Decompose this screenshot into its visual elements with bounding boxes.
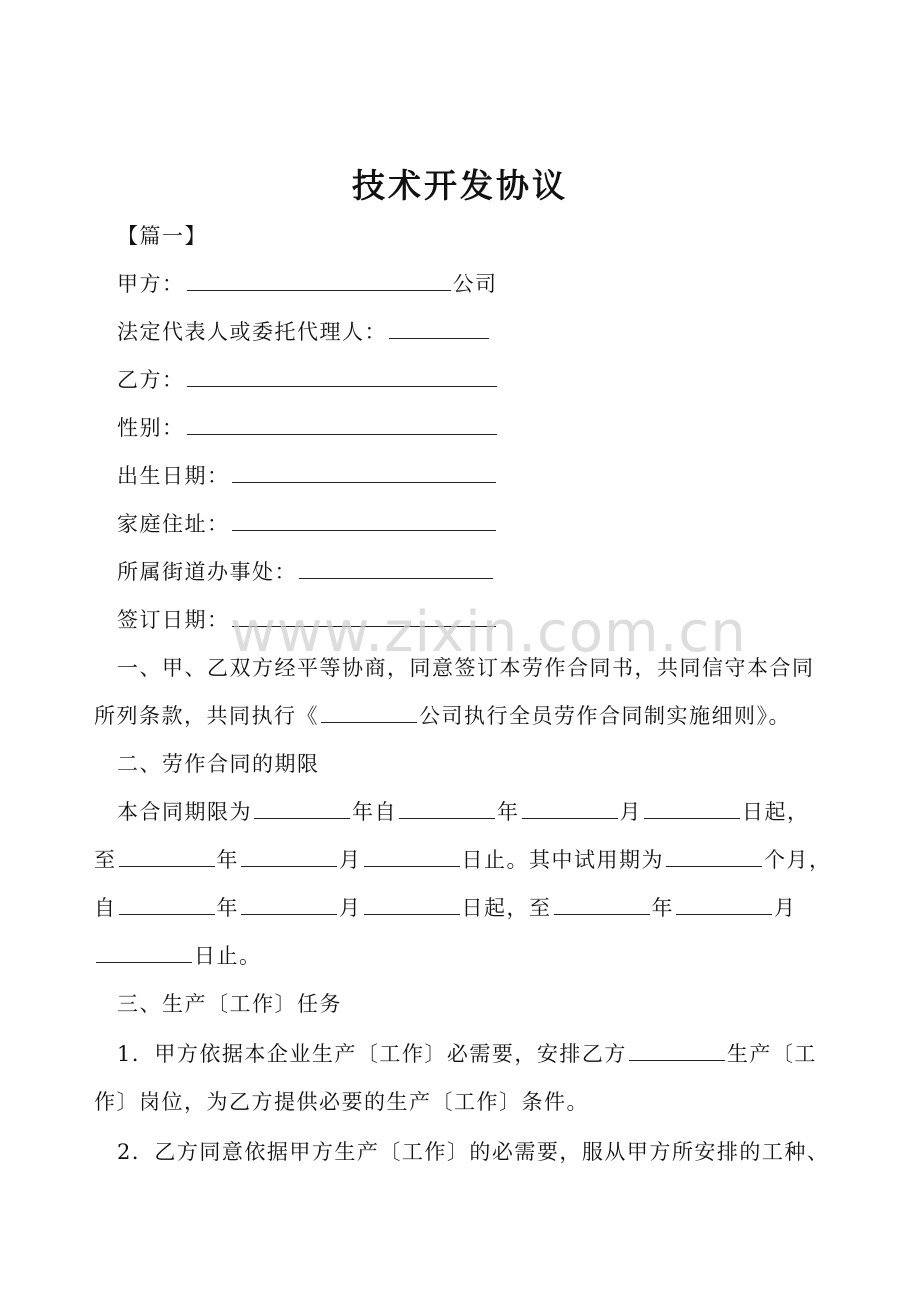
clause1-line2	[94, 700, 791, 732]
probation-start-month-blank	[241, 892, 337, 915]
company-blank	[321, 700, 417, 723]
birth-date-field	[117, 460, 498, 492]
end-day-unit: 日止。	[461, 848, 529, 872]
probation-end-year-unit: 年	[651, 896, 674, 920]
job-position-blank	[629, 1038, 725, 1061]
clause2-term-line1	[117, 796, 810, 828]
birth-date-label: 出生日期：	[117, 464, 230, 488]
term-years-unit: 年	[352, 800, 375, 824]
probation-end-year-blank	[554, 892, 650, 915]
home-address-blank	[232, 508, 496, 531]
clause3-item1-line2: 作〕岗位，为乙方提供必要的生产〔工作〕条件。	[94, 1090, 589, 1114]
probation-end-day-unit: 日止。	[194, 944, 262, 968]
probation-end-day-blank	[96, 940, 192, 963]
start-year-blank	[399, 796, 495, 819]
probation-start-year-unit: 年	[216, 896, 239, 920]
gender-blank	[187, 412, 497, 435]
probation-end-month-unit: 月	[774, 896, 797, 920]
party-a-blank	[187, 268, 451, 291]
sign-date-label: 签订日期：	[117, 608, 230, 632]
gender-label: 性别：	[117, 416, 185, 440]
party-b-field	[117, 364, 499, 396]
probation-label: 其中试用期为	[529, 848, 664, 872]
start-month-blank	[522, 796, 618, 819]
home-address-label: 家庭住址：	[117, 512, 230, 536]
watermark: www.zixin.com.cn	[230, 600, 747, 665]
probation-start-day-blank	[364, 892, 460, 915]
probation-months-blank	[666, 844, 762, 867]
clause3-heading: 三、生产〔工作〕任务	[117, 992, 342, 1016]
party-a-suffix: 公司	[452, 272, 498, 296]
legal-rep-field	[117, 316, 491, 348]
start-month-unit: 月	[619, 800, 642, 824]
clause2-heading: 二、劳作合同的期限	[117, 752, 320, 776]
gender-field	[117, 412, 499, 444]
subdistrict-label: 所属街道办事处：	[117, 560, 297, 584]
start-year-unit: 年	[497, 800, 520, 824]
probation-start-year-blank	[119, 892, 215, 915]
term-years-blank	[254, 796, 350, 819]
subdistrict-field	[117, 556, 495, 588]
legal-rep-blank	[389, 316, 489, 339]
term-label: 本合同期限为	[117, 800, 252, 824]
clause1-line2-prefix: 所列条款，共同执行《	[94, 704, 319, 728]
item1-text-b: 生产〔工	[726, 1042, 817, 1066]
item1-text-a: 1．甲方依据本企业生产〔工作〕必需要，安排乙方	[117, 1042, 627, 1066]
subdistrict-blank	[299, 556, 493, 579]
end-day-blank	[364, 844, 460, 867]
clause1-line1: 一、甲、乙双方经平等协商，同意签订本劳作合同书，共同信守本合同	[117, 656, 815, 680]
clause1-line2-suffix: 公司执行全员劳作合同制实施细则》。	[419, 704, 791, 728]
probation-start-day-unit: 日起，至	[461, 896, 552, 920]
clause3-item2-line1: 2．乙方同意依据甲方生产〔工作〕的必需要，服从甲方所安排的工种、	[117, 1140, 830, 1164]
from-label: 自	[374, 800, 397, 824]
party-b-blank	[187, 364, 497, 387]
start-day-blank	[644, 796, 740, 819]
probation-start-month-unit: 月	[339, 896, 362, 920]
birth-date-blank	[232, 460, 496, 483]
party-a-label: 甲方：	[117, 272, 185, 296]
end-month-unit: 月	[339, 848, 362, 872]
probation-from-label: 自	[94, 896, 117, 920]
end-month-blank	[241, 844, 337, 867]
document-title: 技术开发协议	[352, 166, 568, 205]
end-year-blank	[119, 844, 215, 867]
section-label: 【篇一】	[117, 224, 207, 248]
legal-rep-label: 法定代表人或委托代理人：	[117, 320, 387, 344]
clause2-term-line4	[94, 940, 262, 972]
start-day-unit: 日起，	[742, 800, 810, 824]
party-a-field	[117, 268, 498, 300]
clause2-term-line3	[94, 892, 797, 924]
to-label: 至	[94, 848, 117, 872]
end-year-unit: 年	[216, 848, 239, 872]
party-b-label: 乙方：	[117, 368, 185, 392]
home-address-field	[117, 508, 498, 540]
probation-end-month-blank	[676, 892, 772, 915]
clause2-term-line2	[94, 844, 832, 876]
probation-unit: 个月，	[764, 848, 832, 872]
clause3-item1-line1	[117, 1038, 817, 1070]
